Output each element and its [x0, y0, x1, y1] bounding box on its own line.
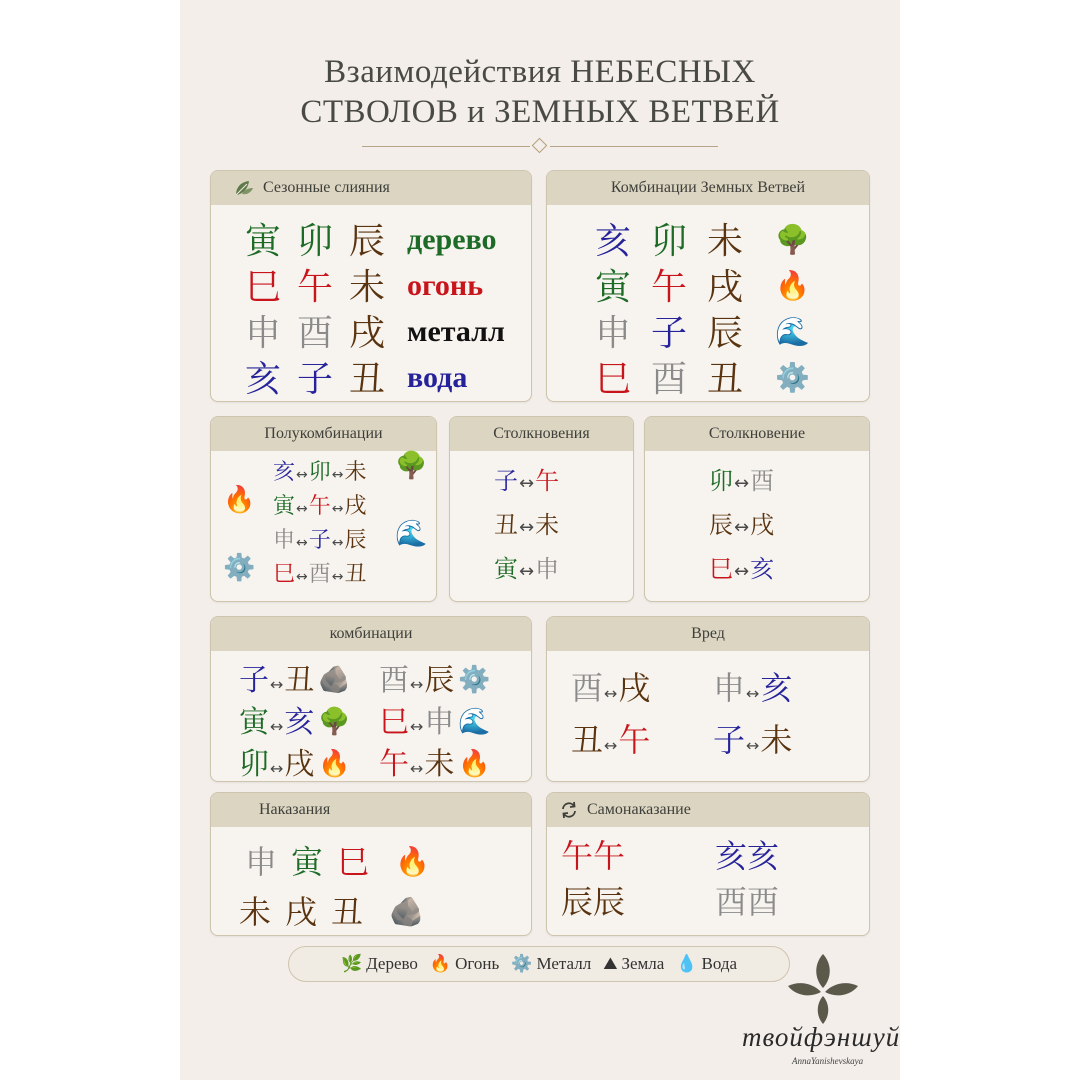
- branch-char: 酉: [308, 562, 331, 587]
- branch-char: 巳: [273, 562, 296, 587]
- branch-char: 亥: [595, 221, 632, 262]
- double-arrow-icon: ↔: [270, 717, 284, 736]
- combination-pair: [239, 739, 351, 782]
- branch-char: 午: [618, 721, 651, 759]
- harm-header: [547, 617, 869, 651]
- legend-element-icon: 🔥: [429, 954, 452, 974]
- clashes-1-heading: Столкновения: [493, 425, 590, 442]
- branch-char: 未: [424, 747, 455, 782]
- double-arrow-icon: ↔: [604, 736, 618, 755]
- element-emoji-icon: 🔥: [775, 269, 810, 302]
- element-emoji-icon: 🔥: [223, 485, 256, 515]
- branch-char: 巳: [595, 359, 632, 400]
- element-emoji-icon: ⚙️: [458, 665, 491, 695]
- element-name: огонь: [407, 269, 484, 302]
- branch-char: 寅: [245, 221, 282, 262]
- element-emoji-icon: 🌳: [318, 707, 351, 737]
- branch-char: 戌: [707, 267, 744, 308]
- punishments-header: [211, 793, 531, 827]
- cycle-icon: [559, 800, 579, 820]
- branch-char: 午: [651, 267, 688, 308]
- title-divider-right: [550, 146, 718, 147]
- branch-char: 寅: [291, 843, 324, 881]
- signature-sub: AnnaYanishevskaya: [792, 1056, 864, 1066]
- self-punishment-item: [561, 831, 625, 877]
- double-arrow-icon: ↔: [746, 684, 760, 703]
- branch-char: 未: [535, 511, 560, 539]
- clash-row: [494, 549, 559, 584]
- page-title: [180, 52, 900, 132]
- branch-char: 巳: [245, 267, 282, 308]
- punishment-row: [239, 887, 424, 933]
- branch-char: 申: [424, 705, 455, 740]
- branch-char: 子: [239, 663, 269, 698]
- branch-char: 卯: [308, 460, 331, 485]
- double-arrow-icon: ↔: [746, 736, 760, 755]
- element-emoji-icon: ⚙️: [775, 361, 810, 394]
- self-punishment-item: [715, 877, 779, 923]
- legend-element-icon: ⚙️: [511, 954, 533, 974]
- branch-char: 未: [760, 721, 793, 759]
- element-emoji-icon: 🪨: [389, 895, 424, 928]
- legend-element-icon: ⛰: [603, 954, 618, 974]
- legend-element-icon: 🌿: [340, 954, 363, 974]
- branch-char: 丑: [571, 721, 604, 759]
- harm-pair: [571, 663, 650, 709]
- element-emoji-icon: 🌊: [395, 519, 428, 549]
- branch-char: 辰: [593, 883, 626, 921]
- title-line-2: СТВОЛОВ и ЗЕМНЫХ ВЕТВЕЙ: [300, 94, 780, 130]
- branch-char: 丑: [331, 893, 364, 931]
- double-arrow-icon: ↔: [519, 473, 535, 494]
- branch-char: 未: [707, 221, 744, 262]
- title-divider-left: [362, 146, 530, 147]
- branch-char: 寅: [273, 494, 296, 519]
- title-line-1: Взаимодействия НЕБЕСНЫХ: [324, 54, 756, 90]
- branch-char: 亥: [245, 359, 282, 400]
- clash-row: [709, 461, 774, 496]
- double-arrow-icon: ↔: [734, 473, 750, 494]
- self-punishment-item: [561, 877, 625, 923]
- branch-char: 午: [561, 837, 594, 875]
- self-punishment-header: [547, 793, 869, 827]
- signature-logo: твойфэншуй: [742, 1022, 901, 1052]
- clash-row: [494, 505, 559, 540]
- half-combo-row: [273, 519, 428, 554]
- branch-char: 卯: [297, 221, 334, 262]
- double-arrow-icon: ↔: [604, 684, 618, 703]
- double-arrow-icon: ↔: [734, 517, 750, 538]
- legend-item: [511, 954, 591, 974]
- branch-char: 丑: [344, 562, 367, 587]
- element-legend: [288, 946, 790, 982]
- harm-pair: [571, 715, 650, 761]
- branch-char: 亥: [284, 705, 315, 740]
- clash-row: [709, 549, 774, 584]
- half-combo-row: [223, 485, 367, 520]
- clash-row: [709, 505, 774, 540]
- branch-char: 辰: [561, 883, 594, 921]
- title-diamond-ornament: [532, 138, 548, 154]
- clashes-2-header: [645, 417, 869, 451]
- branch-combos-heading: Комбинации Земных Ветвей: [610, 179, 806, 196]
- double-arrow-icon: ↔: [410, 759, 424, 778]
- branch-char: 寅: [494, 555, 518, 583]
- branch-char: 亥: [760, 669, 793, 707]
- branch-char: 丑: [284, 663, 315, 698]
- seasonal-row: [245, 351, 467, 402]
- legend-item: [430, 954, 499, 974]
- branch-char: 寅: [595, 267, 632, 308]
- branch-char: 亥: [715, 837, 748, 875]
- combinations-panel: [210, 616, 532, 782]
- combination-pair: [239, 655, 351, 699]
- branch-char: 戌: [284, 747, 315, 782]
- branch-char: 未: [349, 267, 386, 308]
- harm-pair: [713, 715, 792, 761]
- branch-char: 亥: [747, 837, 780, 875]
- branch-char: 未: [239, 893, 272, 931]
- self-punishment-heading: Самонаказание: [587, 801, 691, 818]
- branch-char: 申: [245, 313, 282, 354]
- branch-char: 午: [297, 267, 334, 308]
- self-punishment-panel: [546, 792, 870, 936]
- clashes-panel-1: [449, 416, 634, 602]
- double-arrow-icon: ↔: [734, 561, 750, 582]
- double-arrow-icon: ↔: [410, 675, 424, 694]
- branch-char: 辰: [344, 528, 367, 553]
- branch-char: 申: [273, 528, 296, 553]
- legend-item: [341, 954, 418, 974]
- branch-char: 丑: [494, 511, 518, 539]
- branch-char: 酉: [747, 883, 780, 921]
- branch-char: 子: [297, 359, 334, 400]
- double-arrow-icon: ↔: [270, 675, 284, 694]
- half-combos-header: [211, 417, 436, 451]
- double-arrow-icon: ↔: [331, 501, 344, 517]
- harm-heading: Вред: [691, 625, 725, 642]
- combination-pair: [379, 655, 491, 699]
- branch-char: 午: [308, 494, 331, 519]
- element-name: металл: [407, 315, 505, 348]
- punishment-row: [245, 837, 430, 883]
- seasonal-heading: Сезонные слияния: [263, 179, 390, 196]
- branch-char: 戌: [349, 313, 386, 354]
- half-combo-row: [223, 553, 367, 588]
- double-arrow-icon: ↔: [519, 517, 535, 538]
- branch-char: 卯: [239, 747, 269, 782]
- branch-char: 辰: [709, 511, 733, 539]
- poster-sheet: [180, 0, 900, 1080]
- element-emoji-icon: 🌳: [395, 451, 428, 481]
- combinations-heading: комбинации: [329, 625, 413, 642]
- half-combos-heading: Полукомбинации: [264, 425, 383, 442]
- branch-char: 丑: [707, 359, 744, 400]
- element-emoji-icon: 🌊: [458, 707, 491, 737]
- branch-char: 子: [651, 313, 688, 354]
- half-combo-row: [273, 451, 428, 486]
- double-arrow-icon: ↔: [331, 569, 344, 585]
- double-arrow-icon: ↔: [296, 501, 308, 517]
- clashes-2-heading: Столкновение: [708, 425, 806, 442]
- branch-char: 亥: [750, 555, 775, 583]
- branch-char: 戌: [285, 893, 318, 931]
- branch-char: 酉: [379, 663, 409, 698]
- branch-char: 寅: [239, 705, 269, 740]
- legend-item: [603, 954, 664, 974]
- legend-label: Земла: [621, 954, 665, 973]
- element-emoji-icon: 🌳: [775, 223, 810, 256]
- branch-char: 子: [308, 528, 331, 553]
- branch-char: 辰: [349, 221, 386, 262]
- branch-char: 申: [595, 313, 632, 354]
- branch-char: 申: [245, 843, 278, 881]
- element-emoji-icon: ⚙️: [223, 553, 256, 583]
- seasonal-row: [245, 213, 497, 264]
- branch-combos-panel: [546, 170, 870, 402]
- branch-char: 酉: [651, 359, 688, 400]
- branch-combo-row: [595, 351, 810, 402]
- legend-label: Дерево: [366, 954, 418, 973]
- combinations-header: [211, 617, 531, 651]
- branch-char: 辰: [424, 663, 455, 698]
- branch-char: 戌: [344, 494, 367, 519]
- element-emoji-icon: 🔥: [318, 749, 351, 779]
- element-emoji-icon: 🪨: [318, 665, 351, 695]
- branch-char: 申: [535, 555, 560, 583]
- branch-combo-row: [595, 305, 810, 356]
- legend-label: Металл: [536, 954, 592, 973]
- double-arrow-icon: ↔: [296, 535, 308, 551]
- element-emoji-icon: 🔥: [458, 749, 491, 779]
- branch-char: 卯: [709, 467, 733, 495]
- double-arrow-icon: ↔: [331, 535, 344, 551]
- double-arrow-icon: ↔: [410, 717, 424, 736]
- branch-char: 巳: [379, 705, 409, 740]
- double-arrow-icon: ↔: [296, 467, 308, 483]
- clashes-panel-2: [644, 416, 870, 602]
- branch-char: 亥: [273, 460, 296, 485]
- branch-combo-row: [595, 213, 810, 264]
- seasonal-row: [245, 259, 483, 310]
- branch-combo-row: [595, 259, 810, 310]
- branch-combos-header: [547, 171, 869, 205]
- harm-pair: [713, 663, 792, 709]
- branch-char: 卯: [651, 221, 688, 262]
- combination-pair: [379, 697, 491, 741]
- branch-char: 申: [713, 669, 746, 707]
- double-arrow-icon: ↔: [331, 467, 344, 483]
- branch-char: 酉: [715, 883, 748, 921]
- branch-char: 酉: [297, 313, 334, 354]
- branch-char: 午: [535, 467, 560, 495]
- half-combos-panel: [210, 416, 437, 602]
- branch-char: 子: [713, 721, 746, 759]
- branch-char: 未: [344, 460, 367, 485]
- branch-char: 戌: [618, 669, 651, 707]
- branch-char: 巳: [337, 843, 370, 881]
- combination-pair: [239, 697, 351, 741]
- double-arrow-icon: ↔: [270, 759, 284, 778]
- legend-element-icon: 💧: [676, 954, 698, 974]
- seasonal-panel: [210, 170, 532, 402]
- combination-pair: [379, 739, 491, 782]
- seasonal-header: [211, 171, 531, 205]
- branch-char: 巳: [709, 555, 733, 583]
- seasonal-row: [245, 305, 505, 356]
- punishments-heading: Наказания: [259, 801, 331, 818]
- clash-row: [494, 461, 559, 496]
- branch-char: 子: [494, 467, 518, 495]
- element-name: дерево: [407, 223, 497, 256]
- branch-char: 丑: [349, 359, 386, 400]
- double-arrow-icon: ↔: [296, 569, 308, 585]
- element-emoji-icon: 🔥: [395, 845, 430, 878]
- branch-char: 午: [593, 837, 626, 875]
- branch-char: 午: [379, 747, 409, 782]
- branch-char: 戌: [750, 511, 775, 539]
- legend-label: Вода: [701, 954, 738, 973]
- clashes-1-header: [450, 417, 633, 451]
- branch-char: 酉: [571, 669, 604, 707]
- self-punishment-item: [715, 831, 779, 877]
- legend-item: [676, 954, 737, 974]
- leaf-icon: [233, 179, 255, 197]
- branch-char: 酉: [750, 467, 775, 495]
- harm-panel: [546, 616, 870, 782]
- element-emoji-icon: 🌊: [775, 315, 810, 348]
- punishments-panel: [210, 792, 532, 936]
- double-arrow-icon: ↔: [519, 561, 535, 582]
- element-name: вода: [407, 361, 468, 394]
- branch-char: 辰: [707, 313, 744, 354]
- legend-label: Огонь: [455, 954, 500, 973]
